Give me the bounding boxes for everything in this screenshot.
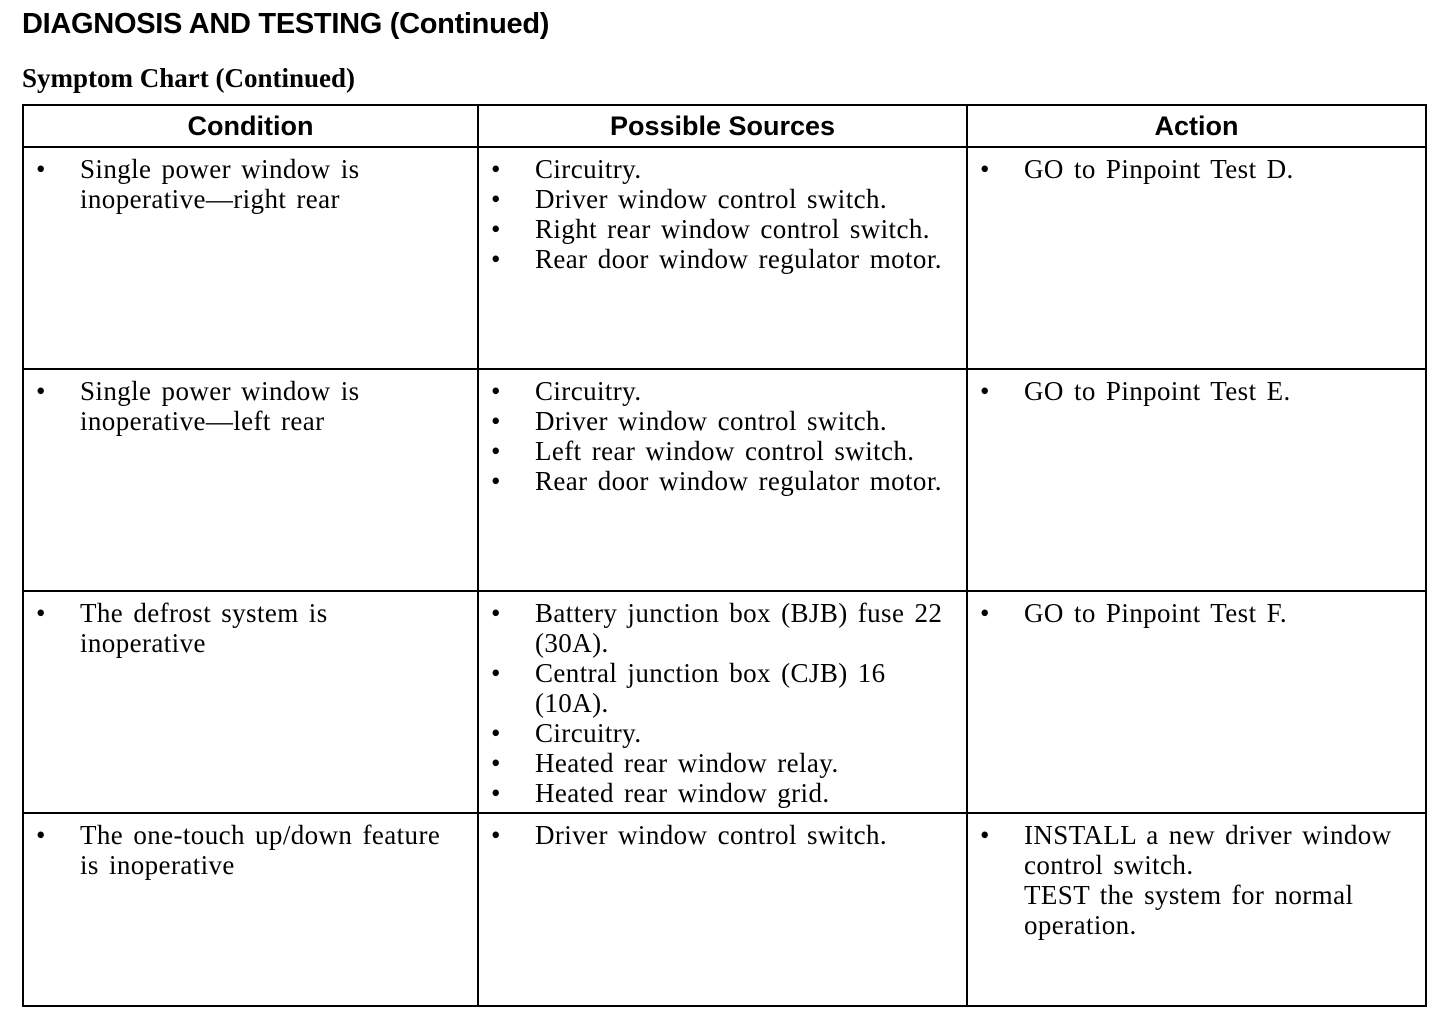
condition-text: • The one-touch up/down feature is inoperative <box>36 820 459 880</box>
action-item: • GO to Pinpoint Test E. <box>980 376 1407 406</box>
section-title: Symptom Chart (Continued) <box>22 63 356 93</box>
table-header-row <box>23 105 1426 147</box>
action-step-test: TEST the system for normal operation. <box>1024 880 1354 940</box>
sources-cell <box>478 591 967 813</box>
action-cell <box>967 591 1426 813</box>
table-row <box>23 813 1426 1006</box>
source-item: • Heated rear window relay. <box>491 748 948 778</box>
source-item: • Circuitry. <box>491 154 948 184</box>
sources-cell <box>478 369 967 591</box>
source-item: • Left rear window control switch. <box>491 436 948 466</box>
source-item: • Driver window control switch. <box>491 184 948 214</box>
source-item: • Rear door window regulator motor. <box>491 244 948 274</box>
source-item: • Battery junction box (BJB) fuse 22 (30A). <box>491 598 948 658</box>
action-cell <box>967 369 1426 591</box>
condition-text: • The defrost system is inoperative <box>36 598 459 658</box>
action-item: • GO to Pinpoint Test D. <box>980 154 1407 184</box>
table-row <box>23 369 1426 591</box>
condition-cell <box>23 369 478 591</box>
condition-text: • Single power window is inoperative—left rear <box>36 376 459 436</box>
action-item <box>980 820 1407 940</box>
condition-cell <box>23 813 478 1006</box>
source-item: • Right rear window control switch. <box>491 214 948 244</box>
column-header-possible-sources: Possible Sources <box>478 105 967 147</box>
page-title: DIAGNOSIS AND TESTING (Continued) <box>22 8 550 40</box>
action-item: • GO to Pinpoint Test F. <box>980 598 1407 628</box>
source-item: • Circuitry. <box>491 718 948 748</box>
column-header-condition: Condition <box>23 105 478 147</box>
source-item: • Heated rear window grid. <box>491 778 948 808</box>
condition-cell <box>23 147 478 369</box>
column-header-action: Action <box>967 105 1426 147</box>
source-item: • Central junction box (CJB) 16 (10A). <box>491 658 948 718</box>
source-item: • Driver window control switch. <box>491 820 948 850</box>
source-item: • Circuitry. <box>491 376 948 406</box>
condition-text: • Single power window is inoperative—right rear <box>36 154 459 214</box>
source-item: • Rear door window regulator motor. <box>491 466 948 496</box>
action-cell <box>967 813 1426 1006</box>
condition-cell <box>23 591 478 813</box>
table-row <box>23 591 1426 813</box>
action-step-install: • INSTALL a new driver window control switch. <box>1024 820 1392 880</box>
table-row <box>23 147 1426 369</box>
source-item: • Driver window control switch. <box>491 406 948 436</box>
sources-cell <box>478 813 967 1006</box>
sources-cell <box>478 147 967 369</box>
action-cell <box>967 147 1426 369</box>
symptom-chart-table <box>22 104 1427 1007</box>
